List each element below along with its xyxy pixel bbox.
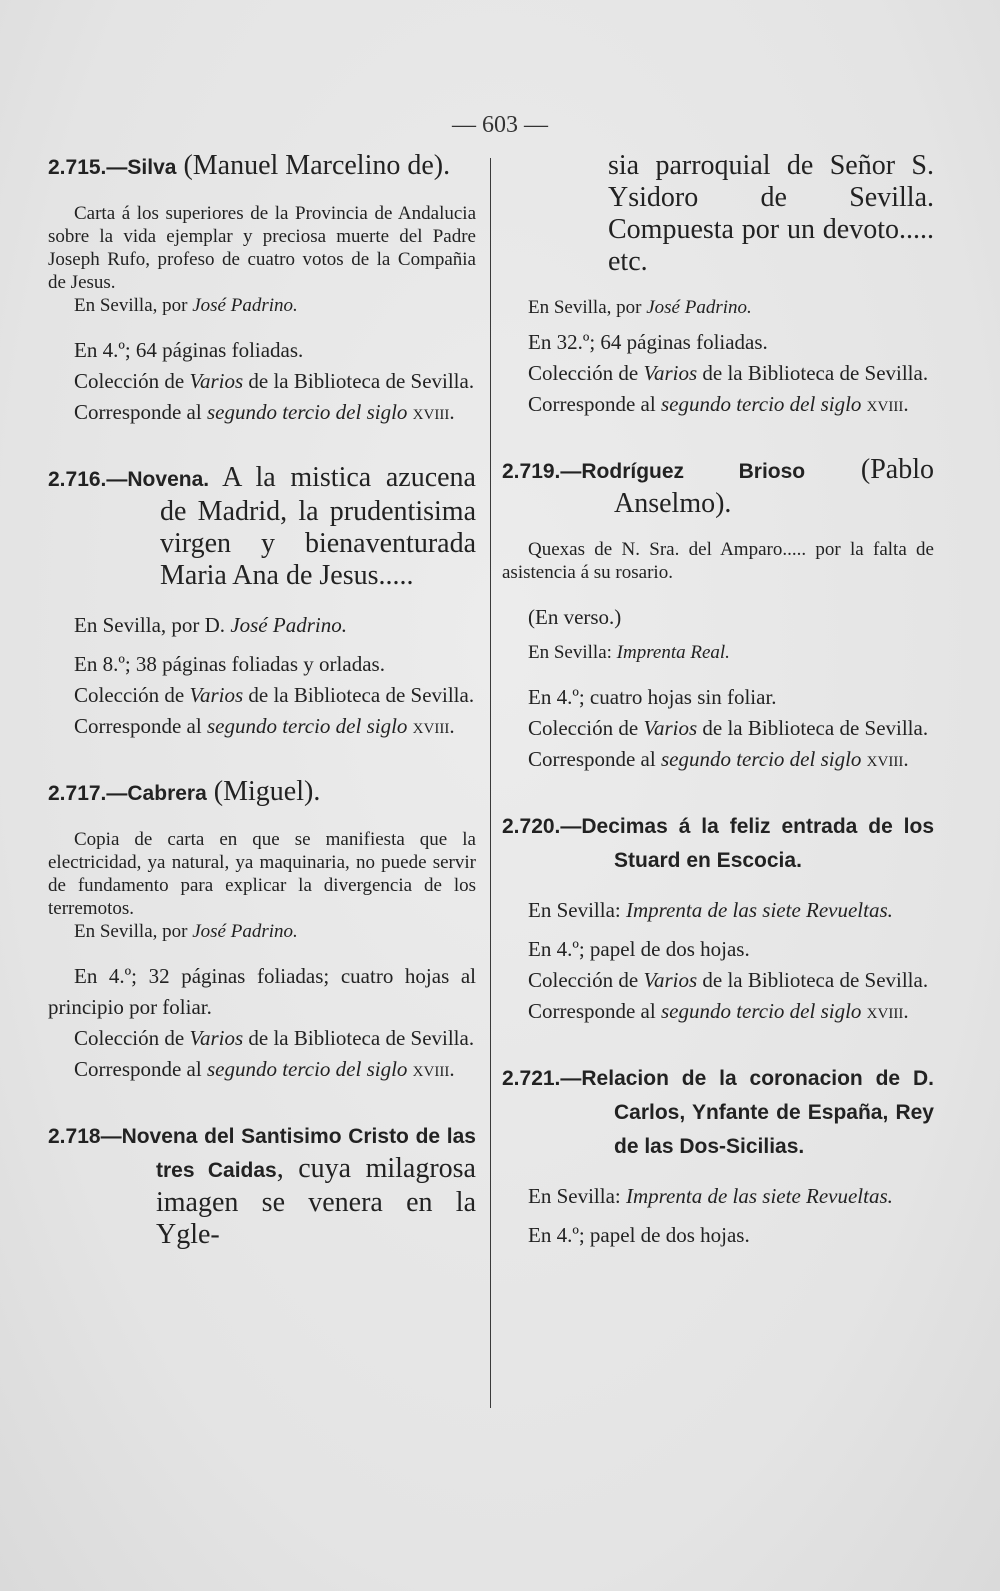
entry-heading [502,1061,934,1163]
period-century: xviii. [407,714,455,738]
collection-suffix: de la Biblioteca de Sevilla. [697,968,929,992]
period-prefix: Corresponde al [74,1057,207,1081]
entry-title: , cuya milagrosa imagen se venera en la Ygle- [156,1153,476,1250]
collection-suffix: de la Biblioteca de Sevilla. [243,1026,475,1050]
entry-heading [48,462,476,592]
entry-2715 [48,150,476,428]
entry-author: —Rodríguez Brioso [560,460,806,483]
collection-name: Varios [643,968,698,992]
entry-title: (Manuel Marcelino de). [176,150,451,181]
period-prefix: Corresponde al [74,714,207,738]
entry-number: 2.718 [48,1125,101,1148]
collection-suffix: de la Biblioteca de Sevilla. [243,369,475,393]
entry-2718-continued [502,150,934,420]
collection-name: Varios [189,369,244,393]
collection-prefix: Colección de [74,683,190,707]
printer-name: José Padrino. [192,921,298,942]
entry-author: —Decimas á la feliz entrada de los Stuard en Escocia. [560,815,934,872]
printer-name: José Padrino. [646,297,752,318]
entry-imprint [48,610,476,641]
printer-name: Imprenta de las siete Revueltas. [626,898,893,922]
entry-description: Carta á los superiores de la Provincia de Andalucia sobre la vida ejemplar y preciosa muerte del Padre Joseph Rufo, profeso de cuatro votos de la Compañia de Jesus. [48,203,476,293]
entry-title-continued: sia parroquial de Señor S. Ysidoro de Sevilla. Compuesta por un devoto..... etc. [608,150,934,277]
collection-name: Varios [643,361,698,385]
period-prefix: Corresponde al [528,999,661,1023]
imprint-prefix: En Sevilla, por [74,295,193,316]
entry-format: En 4.º; papel de dos hojas. [528,1223,750,1247]
printer-name: Imprenta Real. [616,642,730,663]
entry-format: En 8.º; 38 páginas foliadas y orladas. [74,652,385,676]
entry-format: En 4.º; 32 páginas foliadas; cuatro hojas al principio por foliar. [48,964,476,1019]
page-number: — 603 — [452,112,548,138]
entry-2720 [502,809,934,1027]
entry-number: 2.716. [48,468,107,491]
entry-2716 [48,462,476,742]
entry-collection [48,680,476,711]
collection-name: Varios [189,683,244,707]
entry-period [48,1054,476,1085]
entry-author: —Relacion de la coronacion de D. Carlos, Ynfante de España, Rey de las Dos-Sicilias. [560,1067,934,1158]
entry-period [502,744,934,775]
entry-imprint [502,895,934,926]
entry-heading [48,776,476,810]
collection-name: Varios [189,1026,244,1050]
entry-collection [502,713,934,744]
entry-note: (En verso.) [528,605,622,629]
period-century: xviii. [861,392,909,416]
collection-prefix: Colección de [74,1026,190,1050]
entry-2718 [48,1119,476,1251]
collection-prefix: Colección de [528,968,644,992]
period-name: segundo tercio del siglo [660,747,862,771]
period-name: segundo tercio del siglo [660,999,862,1023]
period-prefix: Corresponde al [74,400,207,424]
entry-heading [48,1119,476,1251]
entry-author: —Cabrera [106,782,207,805]
period-prefix: Corresponde al [528,392,661,416]
column-divider [490,158,491,1408]
entry-imprint [502,1181,934,1212]
entry-collection [48,366,476,397]
imprint-prefix: En Sevilla: [528,642,617,663]
entry-period [48,711,476,742]
collection-suffix: de la Biblioteca de Sevilla. [697,716,929,740]
entry-imprint [502,296,934,319]
entry-format: En 4.º; cuatro hojas sin foliar. [528,685,777,709]
period-name: segundo tercio del siglo [206,400,408,424]
entry-title: A la mistica azucena de Madrid, la prudentisima virgen y bienaventurada Maria Ana de Jesus..... [160,462,476,591]
entry-number: 2.720. [502,815,561,838]
entry-number: 2.715. [48,156,107,179]
entry-format: En 32.º; 64 páginas foliadas. [528,330,768,354]
entry-number: 2.719. [502,460,561,483]
collection-prefix: Colección de [74,369,190,393]
imprint-prefix: En Sevilla, por [74,921,193,942]
entry-description: Copia de carta en que se manifiesta que la electricidad, ya natural, ya maquinaria, no puede servir de fundamento para explicar la divergencia de los terremotos. [48,829,476,919]
right-column [502,150,934,1251]
imprint-prefix: En Sevilla: [528,898,626,922]
entry-format: En 4.º; papel de dos hojas. [528,937,750,961]
collection-prefix: Colección de [528,361,644,385]
entry-description: Quexas de N. Sra. del Amparo..... por la falta de asistencia á su rosario. [502,539,934,583]
entry-period [502,996,934,1027]
entry-format: En 4.º; 64 páginas foliadas. [74,338,304,362]
period-century: xviii. [407,1057,455,1081]
collection-name: Varios [643,716,698,740]
entry-author: —Novena. [106,468,210,491]
entry-imprint [502,641,934,664]
entry-period [48,397,476,428]
entry-author: —Silva [106,156,177,179]
imprint-prefix: En Sevilla: [528,1184,626,1208]
entry-number: 2.717. [48,782,107,805]
entry-collection [502,965,934,996]
entry-heading [502,809,934,877]
entry-2717 [48,776,476,1085]
period-century: xviii. [407,400,455,424]
entry-title: (Pablo Anselmo). [614,454,934,519]
printer-name: Imprenta de las siete Revueltas. [626,1184,893,1208]
period-prefix: Corresponde al [528,747,661,771]
entry-imprint [48,294,476,317]
period-name: segundo tercio del siglo [206,714,408,738]
entry-author: —Novena del Santisimo Cristo de las tres Caidas [100,1125,476,1182]
period-century: xviii. [861,747,909,771]
entry-2719 [502,454,934,775]
entry-period [502,389,934,420]
period-name: segundo tercio del siglo [206,1057,408,1081]
left-column [48,150,476,1251]
entry-number: 2.721. [502,1067,561,1090]
entry-heading [502,454,934,520]
period-century: xviii. [861,999,909,1023]
entry-collection [48,1023,476,1054]
period-name: segundo tercio del siglo [660,392,862,416]
collection-suffix: de la Biblioteca de Sevilla. [697,361,929,385]
imprint-prefix: En Sevilla, por [528,297,647,318]
entry-title: (Miguel). [206,776,321,807]
collection-suffix: de la Biblioteca de Sevilla. [243,683,475,707]
printer-name: José Padrino. [230,613,347,637]
imprint-prefix: En Sevilla, por D. [74,613,231,637]
entry-imprint [48,920,476,943]
printer-name: José Padrino. [192,295,298,316]
collection-prefix: Colección de [528,716,644,740]
entry-heading [48,150,476,184]
entry-2721 [502,1061,934,1251]
entry-collection [502,358,934,389]
